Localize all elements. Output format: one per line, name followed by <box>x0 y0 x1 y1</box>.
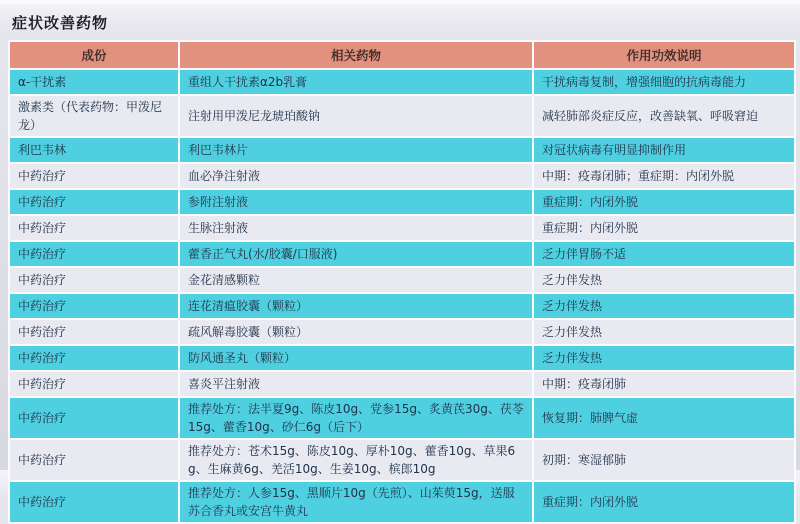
table-row <box>10 164 794 188</box>
table-cell: 连花清瘟胶囊（颗粒） <box>180 294 532 318</box>
table-cell: 利巴韦林片 <box>180 138 532 162</box>
table-cell: 重组人干扰素α2b乳膏 <box>180 70 532 94</box>
table-row <box>10 320 794 344</box>
table-cell: 参附注射液 <box>180 190 532 214</box>
table-body <box>10 70 794 522</box>
table-row <box>10 70 794 94</box>
table-row <box>10 268 794 292</box>
column-header-ingredient: 成份 <box>10 42 178 68</box>
column-header-related-drug: 相关药物 <box>180 42 532 68</box>
table-cell: 金花清感颗粒 <box>180 268 532 292</box>
table-cell: 防风通圣丸（颗粒） <box>180 346 532 370</box>
table-header-row <box>10 42 794 68</box>
table-row <box>10 482 794 522</box>
table-cell: 中药治疗 <box>10 242 178 266</box>
table-cell: 中药治疗 <box>10 440 178 480</box>
table-cell: 中药治疗 <box>10 320 178 344</box>
table-cell: 推荐处方：苍术15g、陈皮10g、厚朴10g、藿香10g、草果6g、生麻黄6g、羌活10g、生姜10g、槟郎10g <box>180 440 532 480</box>
page-title: 症状改善药物 <box>12 14 109 32</box>
table-cell: 乏力伴发热 <box>534 294 794 318</box>
table-cell: 中药治疗 <box>10 398 178 438</box>
table-cell: 中药治疗 <box>10 294 178 318</box>
table-cell: 注射用甲泼尼龙琥珀酸钠 <box>180 96 532 136</box>
table-row <box>10 440 794 480</box>
table-row <box>10 398 794 438</box>
table-cell: 利巴韦林 <box>10 138 178 162</box>
table-cell: 中药治疗 <box>10 190 178 214</box>
table-cell: 重症期：内闭外脱 <box>534 190 794 214</box>
table-cell: 中药治疗 <box>10 482 178 522</box>
table-cell: 中药治疗 <box>10 164 178 188</box>
drug-table <box>8 40 796 524</box>
table-cell: 乏力伴发热 <box>534 268 794 292</box>
table-cell: 干扰病毒复制，增强细胞的抗病毒能力 <box>534 70 794 94</box>
table-cell: α-干扰素 <box>10 70 178 94</box>
table-cell: 中期：疫毒闭肺；重症期：内闭外脱 <box>534 164 794 188</box>
table-cell: 中药治疗 <box>10 268 178 292</box>
table-cell: 推荐处方：法半夏9g、陈皮10g、党参15g、炙黄芪30g、茯苓15g、藿香10g、砂仁6g（后下） <box>180 398 532 438</box>
table-row <box>10 216 794 240</box>
table-cell: 乏力伴发热 <box>534 320 794 344</box>
table-row <box>10 190 794 214</box>
table-cell: 生脉注射液 <box>180 216 532 240</box>
table-cell: 对冠状病毒有明显抑制作用 <box>534 138 794 162</box>
table-row <box>10 294 794 318</box>
table-cell: 初期：寒湿郁肺 <box>534 440 794 480</box>
table-cell: 血必净注射液 <box>180 164 532 188</box>
table-cell: 藿香正气丸(水/胶囊/口服液) <box>180 242 532 266</box>
table-cell: 激素类（代表药物：甲泼尼龙） <box>10 96 178 136</box>
table-row <box>10 346 794 370</box>
table-cell: 推荐处方：人参15g、黑顺片10g（先煎）、山茱萸15g，送服苏合香丸或安宫牛黄丸 <box>180 482 532 522</box>
table-header <box>10 42 794 68</box>
table-cell: 重症期：内闭外脱 <box>534 482 794 522</box>
table-row <box>10 138 794 162</box>
table-cell: 中药治疗 <box>10 346 178 370</box>
table-cell: 疏风解毒胶囊（颗粒） <box>180 320 532 344</box>
table-cell: 喜炎平注射液 <box>180 372 532 396</box>
table-cell: 恢复期：肺脾气虚 <box>534 398 794 438</box>
table-cell: 重症期：内闭外脱 <box>534 216 794 240</box>
table-cell: 减轻肺部炎症反应，改善缺氧、呼吸窘迫 <box>534 96 794 136</box>
table-row <box>10 96 794 136</box>
table-cell: 中药治疗 <box>10 216 178 240</box>
table-cell: 乏力伴胃肠不适 <box>534 242 794 266</box>
table-cell: 乏力伴发热 <box>534 346 794 370</box>
table-cell: 中药治疗 <box>10 372 178 396</box>
table-row <box>10 242 794 266</box>
table-row <box>10 372 794 396</box>
table-cell: 中期：疫毒闭肺 <box>534 372 794 396</box>
column-header-effect: 作用功效说明 <box>534 42 794 68</box>
